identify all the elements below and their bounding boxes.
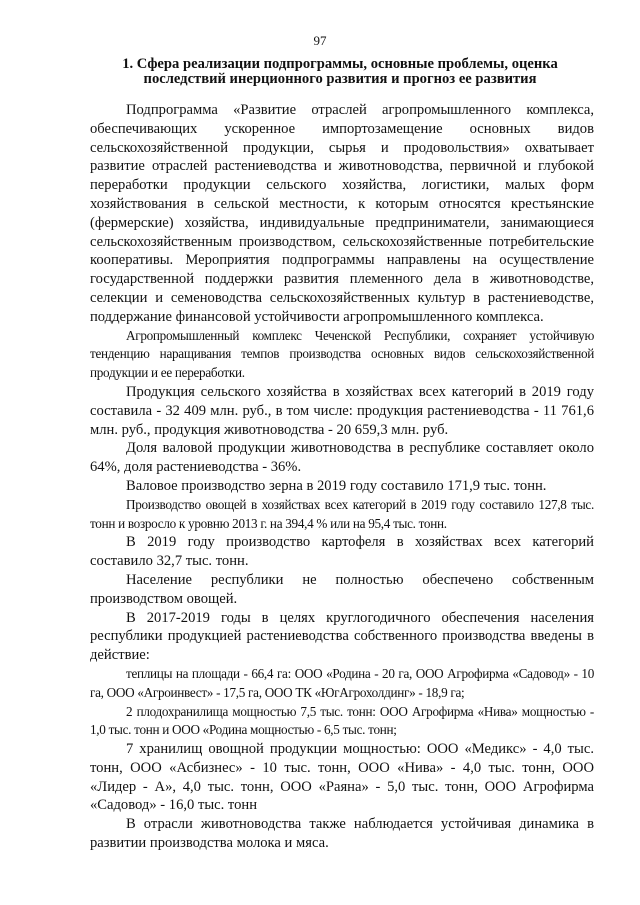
section-heading-line-2: последствий инерционного развития и прогноз ее развития (143, 71, 537, 87)
paragraph-greenhouses: теплицы на площади - 66,4 га: ООО «Родина - 20 га, ООО Агрофирма «Садовод» - 10 га, ООО «Агроинвест» - 17,5 га, ООО ТК «ЮгАгрохолдинг» - 18,9 га; (90, 665, 594, 700)
paragraph-livestock-share: Доля валовой продукции животноводства в республике составляет около 64%, доля растениеводства - 36%. (90, 440, 594, 476)
paragraph-vegetable-supply: Население республики не полностью обеспечено собственным производством овощей. (90, 571, 594, 607)
section-heading (90, 57, 590, 87)
document-body (90, 101, 594, 853)
paragraph-agro-complex-trend: Агропромышленный комплекс Чеченской Республики, сохраняет устойчивую тенденцию наращивания темпов производства основных видов сельскохозяйственной продукции и ее переработки. (90, 327, 594, 381)
section-heading-line-1: 1. Сфера реализации подпрограммы, основные проблемы, оценка (122, 56, 558, 72)
paragraph-agricultural-output: Продукция сельского хозяйства в хозяйствах всех категорий в 2019 году составила - 32 409 млн. руб., в том числе: продукция растениеводства - 11 761,6 млн. руб., продукция животноводства - 20 659,3 млн. руб. (90, 383, 594, 438)
paragraph-vegetable-output: Производство овощей в хозяйствах всех категорий в 2019 году составило 127,8 тыс. тонн и возросло к уровню 2013 г. на 394,4 % или на 95,4 тыс. тонн. (90, 496, 594, 531)
paragraph-subprogram-scope: Подпрограмма «Развитие отраслей агропромышленного комплекса, обеспечивающих ускоренное импортозамещение основных видов сельскохозяйственной продукции, сырья и продовольствия» охватывает развитие отраслей растениеводства и животноводства, первичной и глубокой переработки продукции сельского хозяйства, логистики, малых форм хозяйствования в сельской местности, к которым относятся крестьянские (фермерские) хозяйства, индивидуальные предприниматели, занимающиеся сельскохозяйственным производством, сельскохозяйственные потребительские кооперативы. Мероприятия подпрограммы направлены на осуществление государственной поддержки развития племенного дела в животноводстве, селекции и семеноводства сельскохозяйственных культур в растениеводстве, поддержание финансовой устойчивости агропромышленного комплекса. (90, 102, 594, 325)
paragraph-grain-output: Валовое производство зерна в 2019 году составило 171,9 тыс. тонн. (126, 477, 547, 494)
paragraph-livestock-dynamics: В отрасли животноводства также наблюдается устойчивая динамика в развитии производства молока и мяса. (90, 816, 594, 852)
paragraph-fruit-storages: 2 плодохранилища мощностью 7,5 тыс. тонн: ООО Агрофирма «Нива» мощностью - 1,0 тыс. тонн и ООО «Родина мощностью - 6,5 тыс. тонн; (90, 703, 594, 738)
paragraph-commissioned-facilities: В 2017-2019 годы в целях круглогодичного обеспечения населения республики продукцией растениеводства собственного производства введены в действие: (90, 609, 594, 664)
paragraph-vegetable-storages: 7 хранилищ овощной продукции мощностью: ООО «Медикс» - 4,0 тыс. тонн, ООО «Асбизнес» - 10 тыс. тонн, ООО «Нива» - 4,0 тыс. тонн, ООО «Лидер - А», 4,0 тыс. тонн, ООО «Раяна» - 5,0 тыс. тонн, ООО Агрофирма «Садовод» - 16,0 тыс. тонн (90, 741, 594, 814)
paragraph-potato-output: В 2019 году производство картофеля в хозяйствах всех категорий составило 32,7 тыс. тонн. (90, 534, 594, 570)
page-number: 97 (313, 33, 327, 48)
